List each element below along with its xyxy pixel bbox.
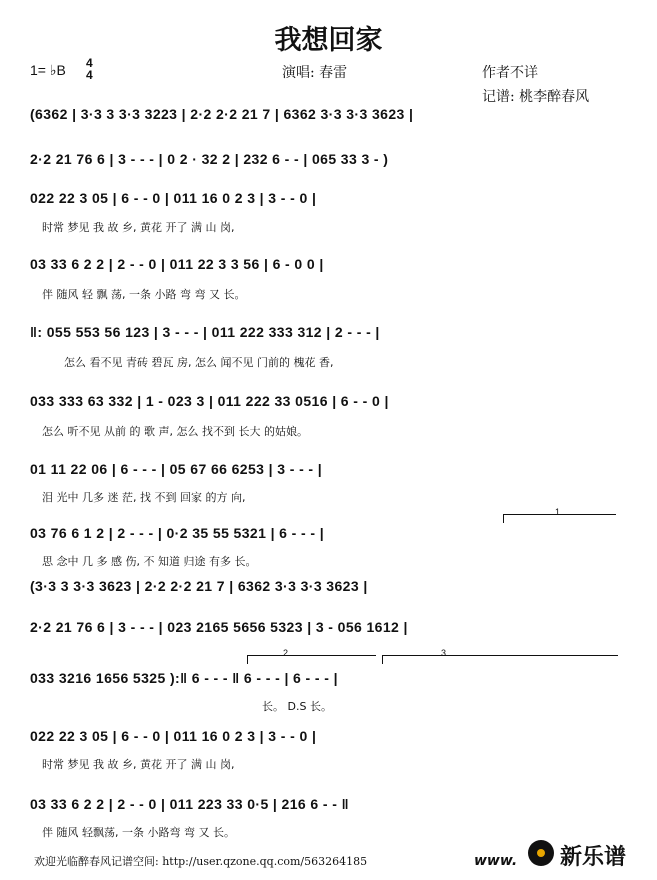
lyric-line-7: 泪 光中 几多 迷 茫, 找 不到 回家 的方 向, <box>42 491 246 504</box>
volta-label-3: 3 <box>441 648 447 658</box>
notation-line-4: 03 33 6 2 2 | 2 - - 0 | 011 22 3 3 56 | 6 - 0 0 | <box>30 256 324 272</box>
notation-line-7: 01 11 22 06 | 6 - - - | 05 67 66 6253 | 3 - - - | <box>30 461 323 477</box>
footer-www: www. <box>474 853 518 869</box>
lyric-line-8: 思 念中 几 多 感 伤, 不 知道 归途 有多 长。 <box>42 555 257 568</box>
lyric-line-4: 伴 随风 轻 飘 荡, 一条 小路 弯 弯 又 长。 <box>42 288 246 301</box>
notation-line-9: (3·3 3 3·3 3623 | 2·2 2·2 21 7 | 6362 3·3 3·3 3623 | <box>30 578 368 594</box>
notation-line-8: 03 76 6 1 2 | 2 - - - | 0·2 35 55 5321 | 6 - - - | <box>30 525 325 541</box>
notation-line-2: 2·2 21 76 6 | 3 - - - | 0 2 · 32 2 | 232 6 - - | 065 33 3 - ) <box>30 151 389 167</box>
notation-line-12: 022 22 3 05 | 6 - - 0 | 011 16 0 2 3 | 3 - - 0 | <box>30 728 317 744</box>
notation-line-10: 2·2 21 76 6 | 3 - - - | 023 2165 5656 5323 | 3 - 056 1612 | <box>30 619 408 635</box>
footer-text: 欢迎光临醉春风记谱空间: http://user.qzone.qq.com/563264185 <box>34 855 368 868</box>
volta-label-2: 2 <box>283 648 289 658</box>
lyric-line-6: 怎么 听不见 从前 的 歌 声, 怎么 找不到 长大 的姑娘。 <box>42 425 308 438</box>
volta-bracket-3 <box>382 655 618 664</box>
lyric-line-12: 时常 梦见 我 故 乡, 黄花 开了 满 山 岗, <box>42 758 235 771</box>
notation-line-13: 03 33 6 2 2 | 2 - - 0 | 011 223 33 0·5 | 216 6 - - ‖ <box>30 796 349 812</box>
song-title: 我想回家 <box>274 25 383 56</box>
singer-credit: 演唱: 春雷 <box>282 65 348 81</box>
notation-line-6: 033 333 63 332 | 1 - 023 3 | 011 222 33 0516 | 6 - - 0 | <box>30 393 389 409</box>
lyric-line-3: 时常 梦见 我 故 乡, 黄花 开了 满 山 岗, <box>42 221 235 234</box>
lyric-line-5: 怎么 看不见 青砖 碧瓦 房, 怎么 闻不见 门前的 槐花 香, <box>64 356 334 369</box>
volta-label-1: 1 <box>555 507 561 517</box>
notation-line-11: 033 3216 1656 5325 ):‖ 6 - - - ‖ 6 - - - | 6 - - - | <box>30 670 338 686</box>
composer-credit: 作者不详 <box>482 65 538 81</box>
volta-bracket-2 <box>247 655 376 664</box>
lyric-line-11: 长。 D.S 长。 <box>262 700 332 713</box>
transcriber-credit: 记谱: 桃李醉春风 <box>482 89 590 105</box>
notation-line-3: 022 22 3 05 | 6 - - 0 | 011 16 0 2 3 | 3 - - 0 | <box>30 190 317 206</box>
notation-line-1: (6362 | 3·3 3 3·3 3223 | 2·2 2·2 21 7 | 6362 3·3 3·3 3623 | <box>30 106 414 122</box>
record-disc-icon <box>528 840 554 866</box>
notation-line-5: ‖: 055 553 56 123 | 3 - - - | 011 222 333 312 | 2 - - - | <box>30 324 380 340</box>
time-signature-bottom: 4 <box>86 68 93 82</box>
time-signature-top: 4 <box>86 56 93 70</box>
brand-logo-text: 新乐谱 <box>560 845 627 870</box>
lyric-line-13: 伴 随风 轻飘荡, 一条 小路弯 弯 又 长。 <box>42 826 235 839</box>
key-signature: 1= ♭B <box>30 62 66 78</box>
